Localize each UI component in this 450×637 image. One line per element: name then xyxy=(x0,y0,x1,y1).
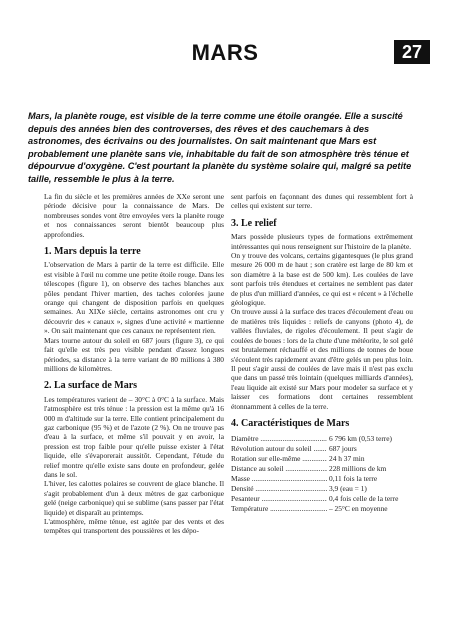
paragraph: L'atmosphère, même ténue, est agitée par des vents et des tempêtes qui transportent des poussières et les dépo- xyxy=(44,517,224,536)
stat-value: 687 jours xyxy=(329,444,357,454)
section-heading-4: 4. Caractéristiques de Mars xyxy=(231,417,350,429)
stat-value: 0,4 fois celle de la terre xyxy=(329,494,399,504)
stat-key: Pesanteur ..... xyxy=(231,494,327,504)
paragraph: Les températures varient de – 30°C à 0°C à la surface. Mais l'atmosphère est très ténue : la pression est la même qu'à 16 000 m d'altitude sur la terre. Elle contient principalement du gaz carbonique (95 %) et de l'azote (2 %). On ne trouve pas d'eau à la surface, et même s'il pouvait y en avoir, la pression est trop faible pour qu'elle puisse exister à l'état liquide, elle s'évaporerait aussitôt. Cependant, l'étude du relief montre qu'elle existe sans doute en profondeur, gelée dans le sol. xyxy=(44,394,224,479)
stat-key: Température ..... xyxy=(231,504,327,514)
table-row xyxy=(231,444,413,454)
table-row xyxy=(231,504,413,514)
left-column xyxy=(44,192,224,536)
stat-key: Rotation sur elle-même ..... xyxy=(231,454,327,464)
stat-value: 228 millions de km xyxy=(329,464,387,474)
table-row xyxy=(231,474,413,484)
page-title: MARS xyxy=(191,40,259,65)
stat-key: Densité ..... xyxy=(231,484,327,494)
paragraph: L'hiver, les calottes polaires se couvrent de glace blanche. Il s'agit probablement d'un à deux mètres de gaz carbonique gelé (neige carbonique) qui se sublime (sans passer par l'état liquide) et disparaît au printemps. xyxy=(44,479,224,517)
paragraph: Mars tourne autour du soleil en 687 jours (figure 3), ce qui fait qu'elle est très peu visible pendant d'assez longues périodes, sa distance à la terre variant de 80 millions à 380 millions de kilomètres. xyxy=(44,335,224,373)
stat-value: 3,9 (eau = 1) xyxy=(329,484,367,494)
paragraph: On y trouve des volcans, certains gigantesques (le plus grand mesure 26 000 m de haut ; son cratère est large de 80 km et son diamètre à la base est de 500 km). Les coulées de lave sont parfois très étendues et certaines ne semblent pas dater de plus d'un milliard d'années, ce qui est « récent » à l'échelle géologique. xyxy=(231,251,413,308)
section-heading-1: 1. Mars depuis la terre xyxy=(44,246,141,258)
section-heading-3: 3. Le relief xyxy=(231,217,277,229)
stat-value: 0,11 fois la terre xyxy=(329,474,378,484)
paragraph: sent parfois en façonnant des dunes qui ressemblent fort à celles qui existent sur terre. xyxy=(231,192,413,211)
paragraph: Mars possède plusieurs types de formations extrêmement intéressantes qui nous renseignent sur l'histoire de la planète. xyxy=(231,232,413,251)
section-heading-2: 2. La surface de Mars xyxy=(44,380,138,392)
stat-value: 6 796 km (0,53 terre) xyxy=(329,434,393,444)
table-row xyxy=(231,484,413,494)
intro-paragraph: Mars, la planète rouge, est visible de la terre comme une étoile orangée. Elle a suscité depuis des années bien des controverses, des rêves et des cauchemars à des astronomes, des écrivains ou des journalistes. On sait maintenant que Mars est probablement une planète sans vie, inhabitable du fait de son atmosphère très ténue et dépourvue d'oxygène. C'est pourtant la planète du système solaire qui, malgré sa petite taille, ressemble le plus à la terre. xyxy=(28,111,412,184)
stat-key: Diamètre ..... xyxy=(231,434,327,444)
right-column xyxy=(231,192,413,514)
stat-value: – 25°C en moyenne xyxy=(329,504,388,514)
stat-value: 24 h 37 min xyxy=(329,454,365,464)
table-row xyxy=(231,494,413,504)
paragraph: On trouve aussi à la surface des traces d'écoulement d'eau ou de matières très liquides : reliefs de canyons (photo 4), de vallées fluviales, de rigoles d'écoulement. Il peut s'agir de coulées de boues : lors de la chute d'une météorite, le sol gelé est brutalement réchauffé et des millions de tonnes de boue s'écoulent très rapidement avant d'être gelés un peu plus loin. Il peut s'agir aussi de coulées de lave mais il n'est pas exclu que dans un passé très lointain (quelques milliards d'années), l'eau liquide ait existé sur Mars pour modeler sa surface et y laisser ces formations dont certaines ressemblent étonnamment à celles de la terre. xyxy=(231,307,413,411)
stat-key: Masse ..... xyxy=(231,474,327,484)
stat-key: Révolution autour du soleil ..... xyxy=(231,444,327,454)
table-row xyxy=(231,454,413,464)
characteristics-table xyxy=(231,434,413,514)
page-number: 27 xyxy=(394,40,430,64)
paragraph: L'observation de Mars à partir de la terre est difficile. Elle est visible à l'œil nu comme une petite étoile rouge. Dans les télescopes (figure 1), on observe des taches blanches aux pôles pendant l'hiver martien, des taches colorées jaune orange qui changent de disposition parfois en quelques semaines. Au XIXe siècle, certains astronomes ont cru y découvrir des « canaux », signes d'une activité « martienne ». On sait maintenant que ces canaux ne représentent rien. xyxy=(44,260,224,336)
table-row xyxy=(231,464,413,474)
table-row xyxy=(231,434,413,444)
stat-key: Distance au soleil ..... xyxy=(231,464,327,474)
lead-paragraph: La fin du siècle et les premières années de XXe seront une période décisive pour la connaissance de Mars. De nombreuses sondes vont être envoyées vers la planète rouge et nos connaissances seront bientôt beaucoup plus approfondies. xyxy=(44,192,224,239)
